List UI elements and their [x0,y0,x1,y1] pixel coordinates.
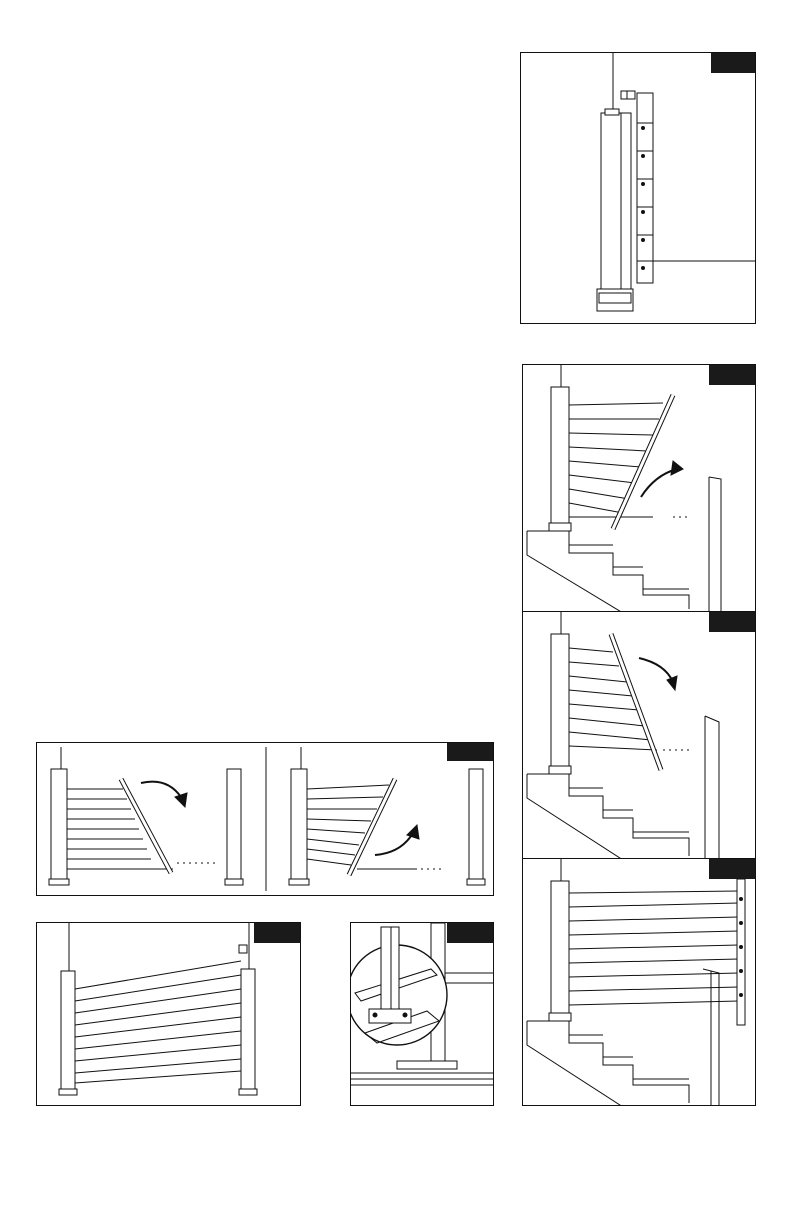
panel-stair-swing-out [522,364,756,612]
panel-swing-both-ways [36,742,494,896]
panel-level-installed [36,922,301,1106]
panel-stair-installed [522,858,756,1106]
level-gate-installed-illustration [37,923,301,1106]
gate-swing-directions-illustration [37,743,494,896]
panel-post-bracket [520,52,756,324]
panel-stair-swing-in [522,611,756,859]
stair-gate-installed-illustration [523,859,756,1106]
panel-post-mount-detail [350,922,494,1106]
stair-gate-swing-out-illustration [523,365,756,612]
post-base-mount-detail-illustration [351,923,494,1106]
stair-gate-swing-in-illustration [523,612,756,859]
post-with-bracket-illustration [521,53,756,324]
